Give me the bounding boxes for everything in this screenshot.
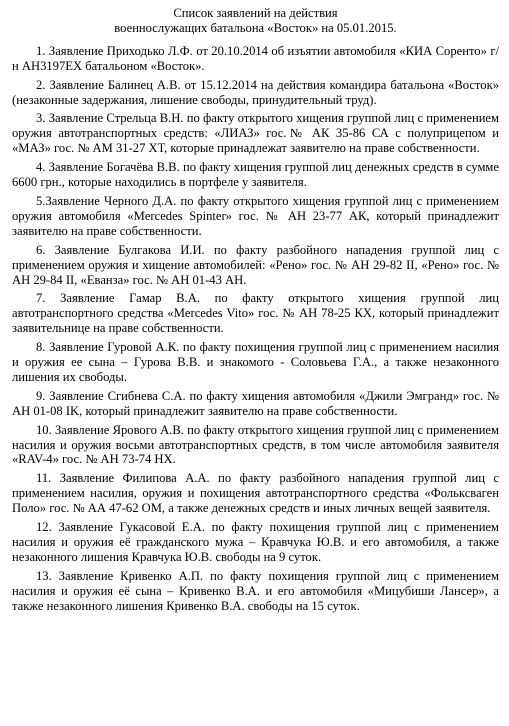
list-item: 5.Заявление Черного Д.А. по факту открытого хищения группой лиц с применением оружия автомобиля «Mercedes Spinter» гос. № АН 23-77 АК, который принадлежит заявителю на праве собственности. — [12, 193, 499, 238]
list-item: 8. Заявление Гуровой А.К. по факту похищения группой лиц с применением насилия и оружия ее сына – Гурова В.В. и знакомого - Соловьева Г.А., а также незаконного лишения их свободы. — [12, 340, 499, 384]
list-item: 13. Заявление Кривенко А.П. по факту похищения группой лиц с применением насилия и оружия её сына – Кривенко В.А. и его автомобиля «Мицубиши Лансер», а также незаконного лишения Кривенко В.А. свободы на 15 суток. — [12, 568, 499, 613]
title-line-1: Список заявлений на действия — [173, 6, 338, 20]
list-item: 6. Заявление Булгакова И.И. по факту разбойного нападения группой лиц с применением оружия и хищение автомобилей: «Рено» гос. № АН 29-82 II, «Рено» гос. № АН 29-84 II, «Еванза» гос. № АН 01-43 АН. — [12, 242, 499, 287]
list-item: 4. Заявление Богачёва В.В. по факту хищения группой лиц денежных средств в сумме 6600 грн., которые находились в портфеле у заявителя. — [12, 160, 499, 190]
list-item: 10. Заявление Ярового А.В. по факту открытого хищения группой лиц с применением насилия и оружия восьми автотранспортных средств, в том числе автомобиля заявителя «RAV-4» гос. № АН 73-74 НХ. — [12, 422, 499, 467]
title-line-2: военнослужащих батальона «Восток» на 05.01.2015. — [114, 20, 397, 35]
document-title — [12, 6, 499, 36]
list-item: 9. Заявление Сгибнева С.А. по факту хищения автомобиля «Джили Эмгранд» гос. № АН 01-08 IK, который принадлежит заявителю на праве собственности. — [12, 388, 499, 418]
list-item: 7. Заявление Гамар В.А. по факту открытого хищения группой лиц автотранспортного средства «Mercedes Vito» гос. № АН 78-25 КХ, который принадлежит заявительнице на праве собственности. — [12, 291, 499, 336]
list-item: 12. Заявление Гукасовой Е.А. по факту похищения группой лиц с применением насилия и оружия её гражданского мужа – Кравчука Ю.В. и его автомобиля, а также незаконного лишения Кравчука Ю.В. свободы на 9 суток. — [12, 520, 499, 564]
list-item: 3. Заявление Стрельца В.Н. по факту открытого хищения группой лиц с применением оружия автотранспортных средств: «ЛИАЗ» гос.№ АК 35-86 СА с полуприцепом и «МАЗ» гос. № АМ 31-27 ХТ, которые принадлежат заявителю на праве собственности. — [12, 111, 499, 156]
list-item: 2. Заявление Балинец А.В. от 15.12.2014 на действия командира батальона «Восток» (незаконные задержания, лишение свободы, принудительный труд). — [12, 77, 499, 107]
list-item: 11. Заявление Филипова А.А. по факту разбойного нападения группой лиц с применением насилия, оружия и похищения автотранспортного средства «Фольксваген Поло» гос. № АА 47-62 ОМ, а также денежных средств и иных личных вещей заявителя. — [12, 471, 499, 516]
list-item: 1. Заявление Приходько Л.Ф. от 20.10.2014 об изъятии автомобиля «КИА Соренто» г/н АН3197ЕХ батальоном «Восток». — [12, 43, 499, 73]
